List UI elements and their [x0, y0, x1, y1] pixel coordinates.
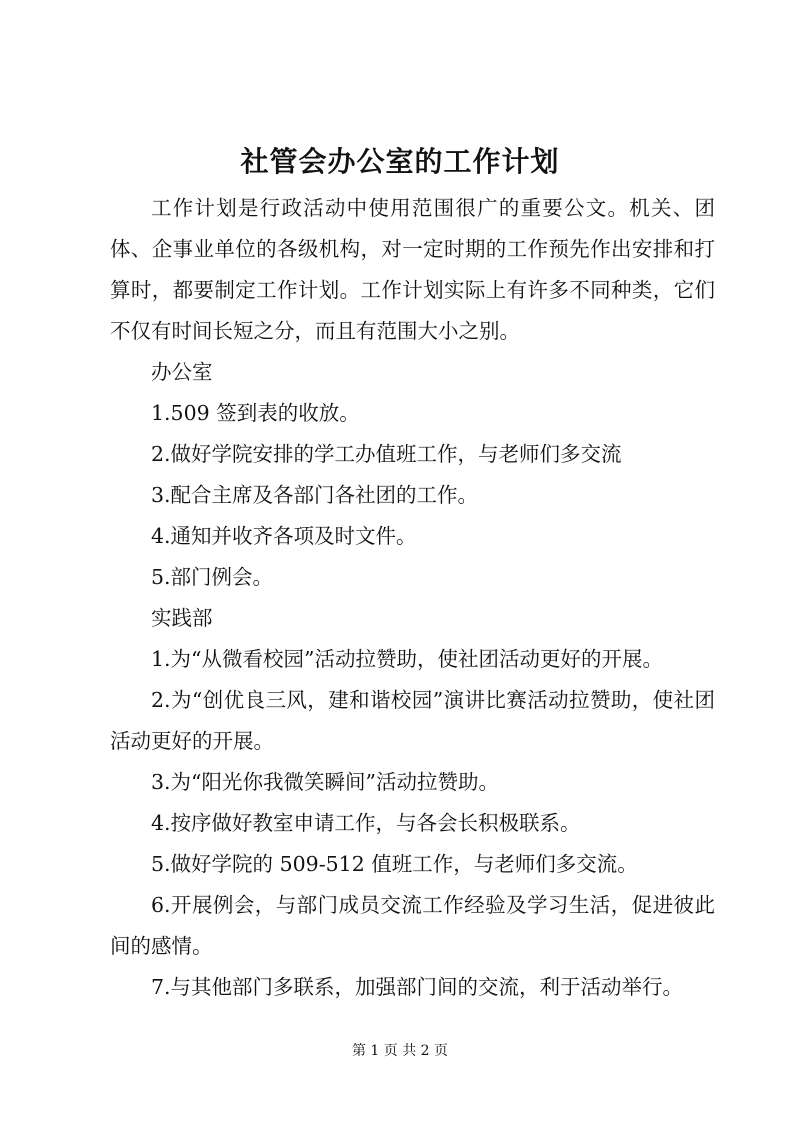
intro-paragraph: 工作计划是行政活动中使用范围很广的重要公文。机关、团体、企事业单位的各级机构，对一定时期的工作预先作出安排和打算时，都要制定工作计划。工作计划实际上有许多不同种类，它们不仅有时间长短之分，而且有范围大小之别。 [110, 196, 715, 343]
practice-item-3: 3.为“阳光你我微笑瞬间”活动拉赞助。 [151, 770, 500, 794]
practice-item-7: 7.与其他部门多联系，加强部门间的交流，利于活动举行。 [151, 975, 684, 999]
office-item-1: 1.509 签到表的收放。 [151, 401, 360, 425]
office-item-2: 2.做好学院安排的学工办值班工作，与老师们多交流 [151, 442, 622, 466]
page-title: 社管会办公室的工作计划 [240, 145, 560, 178]
section-heading-practice: 实践部 [151, 606, 213, 630]
page-footer: 第 1 页 共 2 页 [351, 1043, 449, 1059]
practice-item-2: 2.为“创优良三风，建和谐校园”演讲比赛活动拉赞助，使社团活动更好的开展。 [110, 688, 715, 753]
practice-item-6: 6.开展例会，与部门成员交流工作经验及学习生活，促进彼此间的感情。 [110, 893, 715, 958]
practice-item-4: 4.按序做好教室申请工作，与各会长积极联系。 [151, 811, 581, 835]
practice-item-5: 5.做好学院的 509-512 值班工作，与老师们多交流。 [151, 852, 638, 876]
office-item-4: 4.通知并收齐各项及时文件。 [151, 524, 417, 548]
section-heading-office: 办公室 [151, 360, 213, 384]
office-item-5: 5.部门例会。 [151, 565, 274, 589]
office-item-3: 3.配合主席及各部门各社团的工作。 [151, 483, 479, 507]
document-body [110, 188, 715, 1008]
practice-item-1: 1.为“从微看校园”活动拉赞助，使社团活动更好的开展。 [151, 647, 664, 671]
